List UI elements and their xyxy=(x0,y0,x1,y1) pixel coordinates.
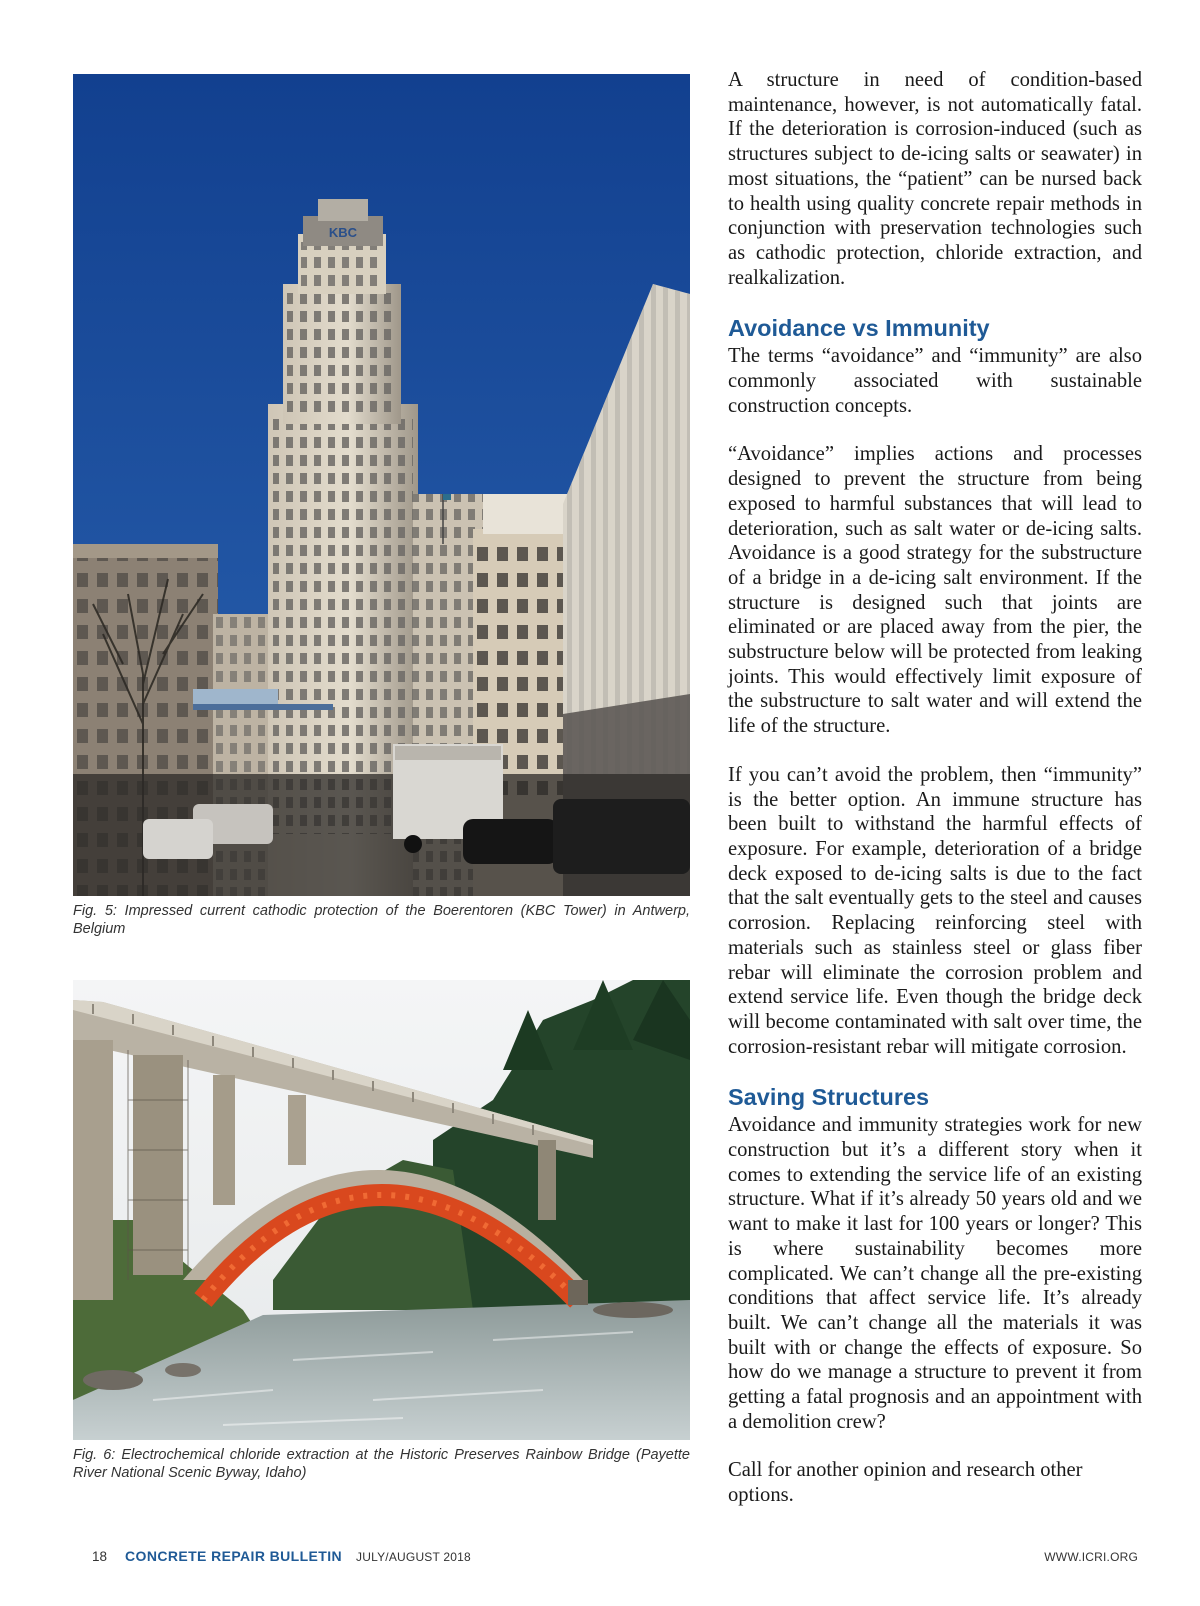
paragraph: “Avoidance” implies actions and processes designed to prevent the structure from being exposed to harmful substances that will lead to deterioration, such as salt water or de-icing salts. Avoidance is a good strategy for the substructure of a bridge in a de-icing salt environment. If the structure is designed such that joints are eliminated or are placed away from the pier, the substructure below will be protected from leaking joints. This would effectively limit exposure of the substructure to salt water and will extend the life of the structure. xyxy=(728,443,1142,738)
issue-date: JULY/AUGUST 2018 xyxy=(356,1550,471,1564)
paragraph: Call for another opinion and research other options. xyxy=(728,1459,1083,1507)
article-column xyxy=(728,68,1142,1532)
publication-name: CONCRETE REPAIR BULLETIN xyxy=(125,1548,343,1564)
intro-paragraph: A structure in need of condition-based maintenance, however, is not automatically fatal. If the deterioration is corrosion-induced (such as structures subject to de-icing salts or seawater) in most situations, the “patient” can be nursed back to health using quality concrete repair methods in conjunction with preservation technologies such as cathodic protection, chloride extraction, and realkalization. xyxy=(728,69,1142,289)
paragraph: If you can’t avoid the problem, then “immunity” is the better option. An immune structure has been built to withstand the harmful effects of exposure. For example, deterioration of a bridge deck exposed to de-icing salts is due to the fact that the salt eventually gets to the steel and causes corrosion. Replacing reinforcing steel with materials such as stainless steel or glass fiber rebar will eliminate the corrosion problem and extend service life. Even though the bridge deck will become contaminated with salt over time, the corrosion-resistant rebar will mitigate corrosion. xyxy=(728,763,1142,1058)
paragraph: The terms “avoidance” and “immunity” are also commonly associated with sustainable construction concepts. xyxy=(728,345,1142,417)
figure-5-caption: Fig. 5: Impressed current cathodic protection of the Boerentoren (KBC Tower) in Antwerp, Belgium xyxy=(73,903,690,937)
kbc-sign: KBC xyxy=(328,225,358,240)
page-footer xyxy=(92,1548,1138,1570)
figure-6-caption: Fig. 6: Electrochemical chloride extraction at the Historic Preserves Rainbow Bridge (Payette River National Scenic Byway, Idaho) xyxy=(73,1447,690,1481)
kbc-tower-photo xyxy=(73,74,690,896)
rainbow-bridge-photo xyxy=(73,980,690,1440)
heading-avoidance-vs-immunity: Avoidance vs Immunity xyxy=(728,315,990,342)
figure-5 xyxy=(73,74,690,938)
paragraph: Avoidance and immunity strategies work for new construction but it’s a different story when it comes to extending the service life of an existing structure. What if it’s already 50 years old and we want to make it last for 100 years or longer? This is where sustainability becomes more complicated. We can’t change all the pre-existing conditions that affect service life. It’s already built. We can’t change all the materials it was built with or change the effects of exposure. So how do we manage a structure to prevent it from getting a fatal prognosis and an appointment with a demolition crew? xyxy=(728,1114,1142,1433)
heading-saving-structures: Saving Structures xyxy=(728,1084,930,1111)
page-number: 18 xyxy=(92,1549,108,1564)
figure-6 xyxy=(73,980,690,1482)
website-url: WWW.ICRI.ORG xyxy=(1044,1550,1138,1564)
